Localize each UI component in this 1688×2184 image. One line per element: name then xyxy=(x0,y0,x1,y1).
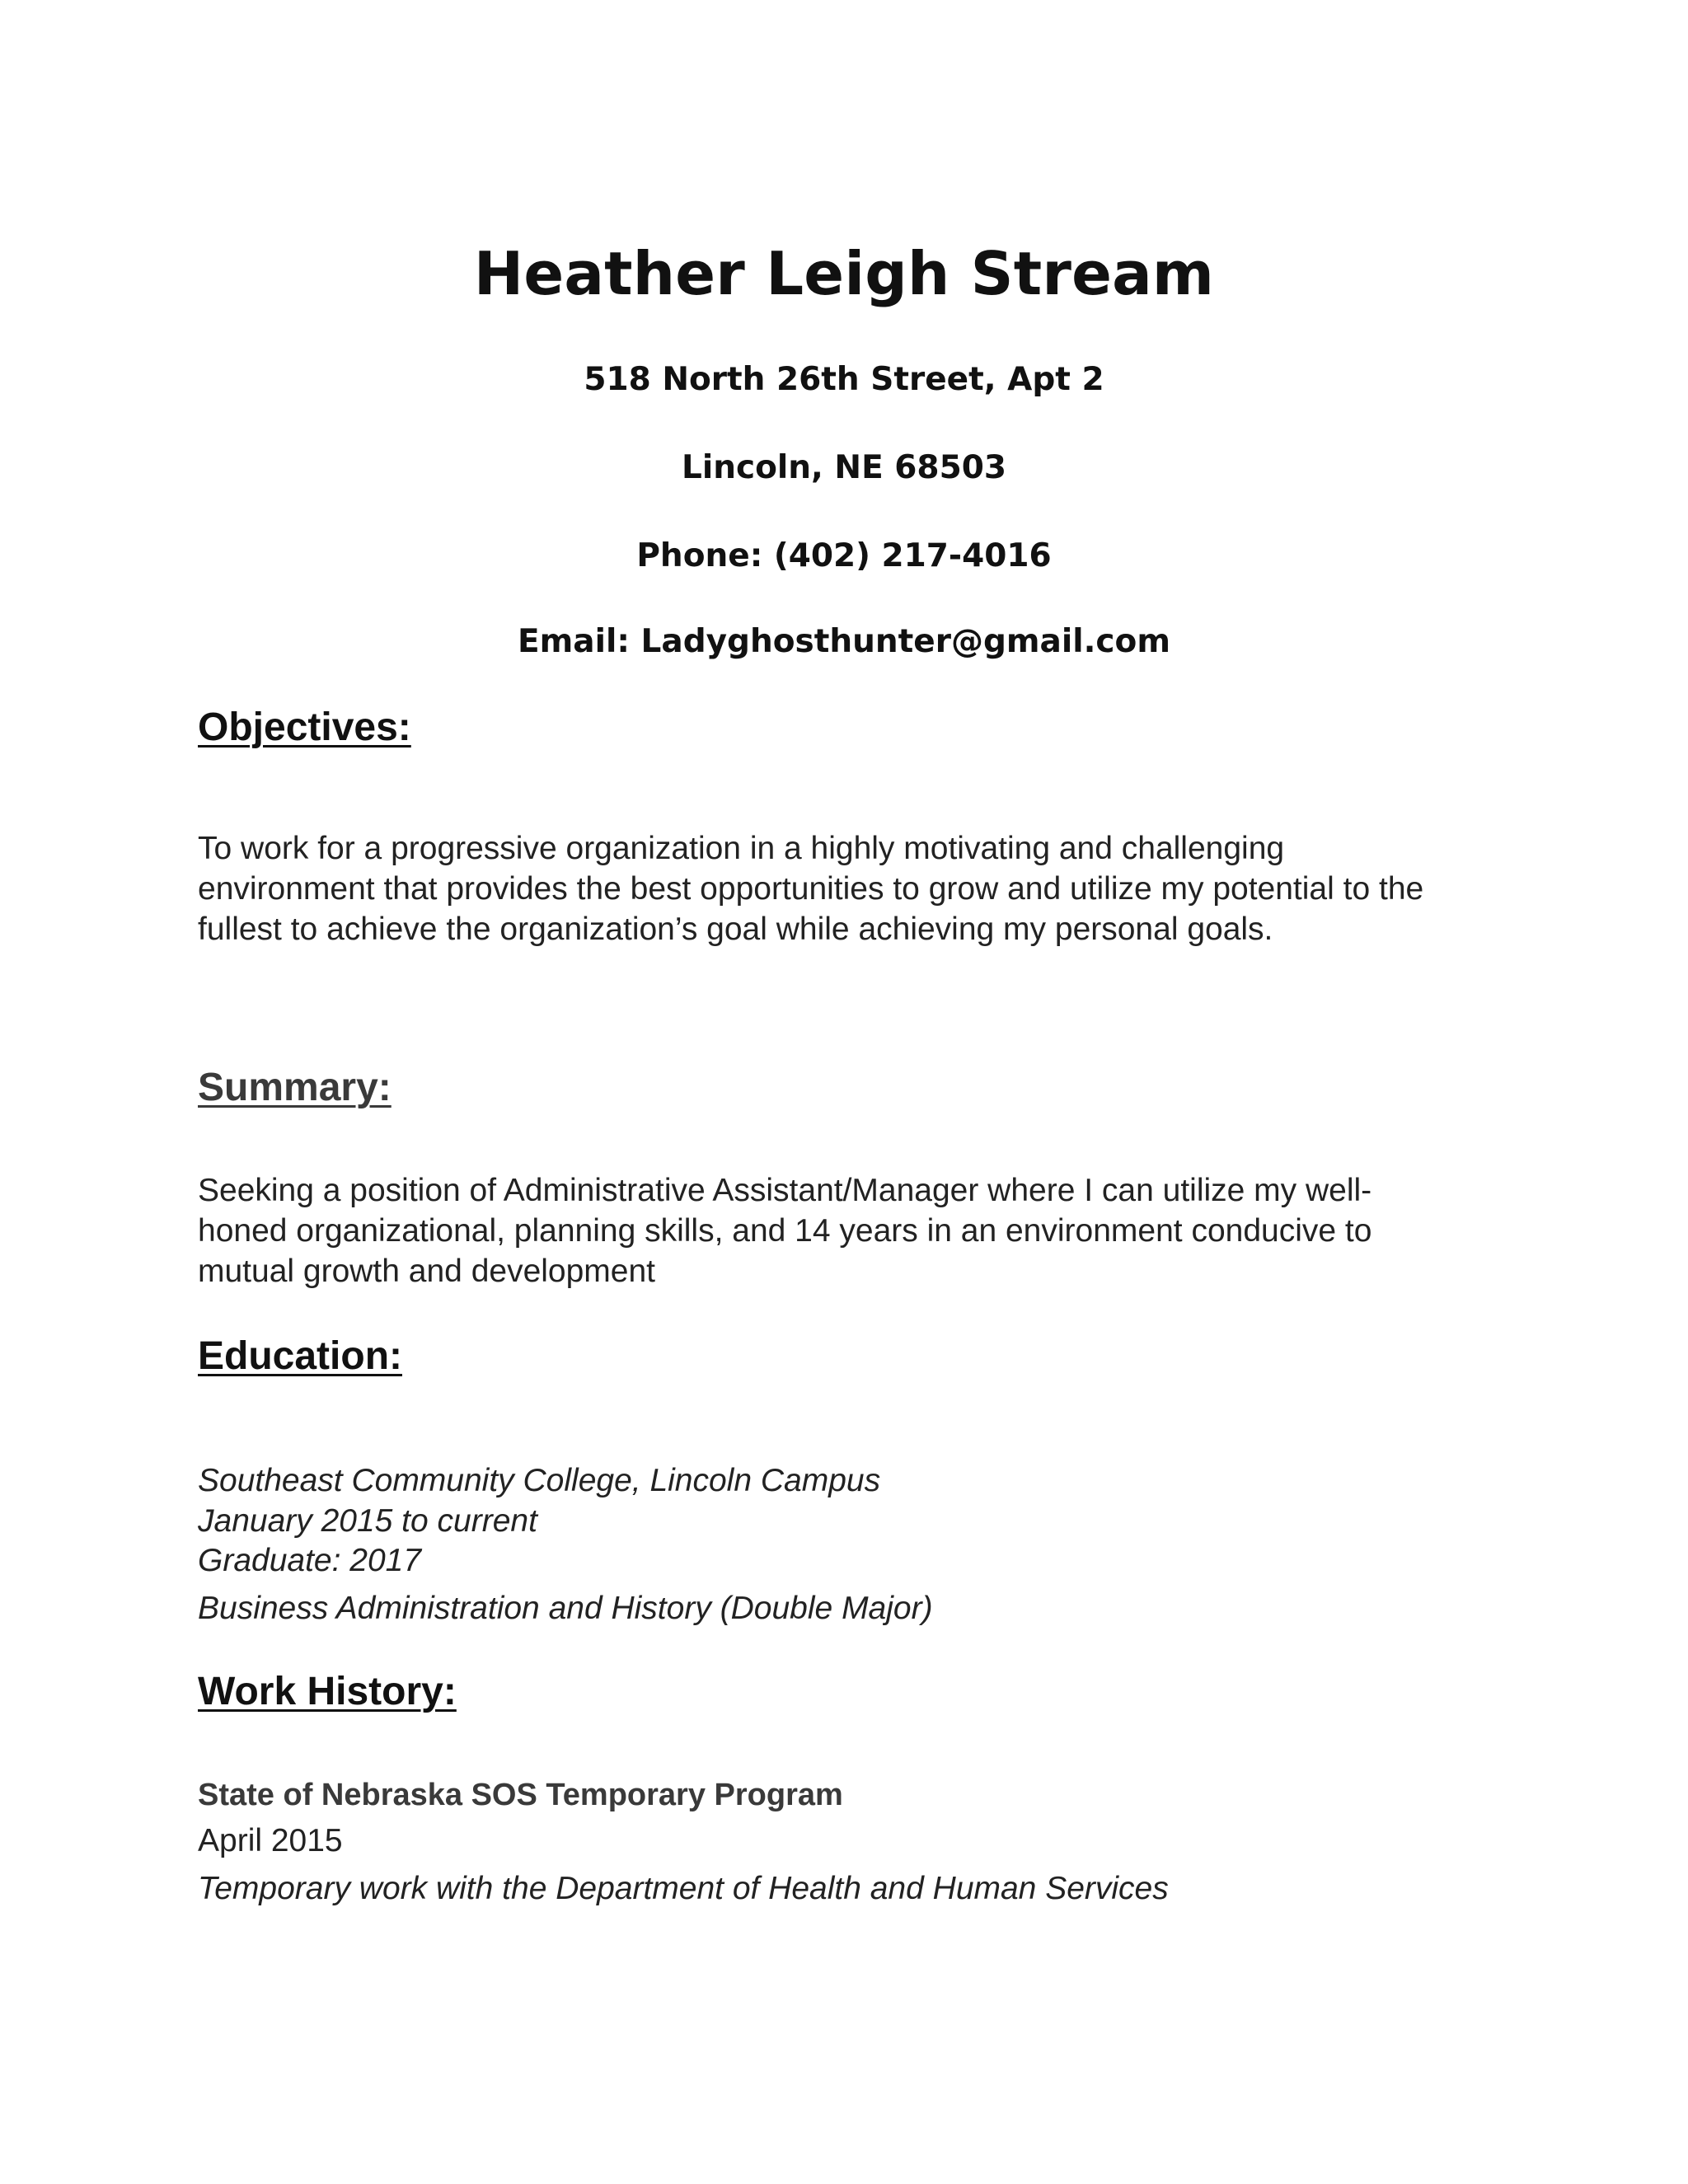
summary-heading: Summary: xyxy=(198,1066,392,1109)
summary-text: Seeking a position of Administrative Assistant/Manager where I can utilize my well-honed organizational, planning skills, and 14 years in an environment conducive to mutual growth and development xyxy=(198,1173,1372,1289)
education-graduate: Graduate: 2017 xyxy=(198,1543,422,1578)
job-description: Temporary work with the Department of Health and Human Services xyxy=(198,1871,1169,1906)
job-employer: State of Nebraska SOS Temporary Program xyxy=(198,1778,843,1812)
education-heading: Education: xyxy=(198,1334,402,1378)
objectives-text: To work for a progressive organization in a highly motivating and challenging environment that provides the best opportunities to grow and utilize my potential to the fullest to achieve the organization’s goal while achieving my personal goals. xyxy=(198,831,1424,947)
city-state-zip: Lincoln, NE 68503 xyxy=(682,449,1006,486)
education-program: Business Administration and History (Double Major) xyxy=(198,1591,933,1626)
education-school: Southeast Community College, Lincoln Campus xyxy=(198,1463,881,1498)
work-history-heading: Work History: xyxy=(198,1670,457,1713)
job-date: April 2015 xyxy=(198,1823,343,1858)
applicant-name: Heather Leigh Stream xyxy=(473,239,1215,308)
education-dates: January 2015 to current xyxy=(198,1503,537,1539)
objectives-heading: Objectives: xyxy=(198,705,411,749)
phone-number: Phone: (402) 217-4016 xyxy=(636,537,1052,574)
email-address: Email: Ladyghosthunter@gmail.com xyxy=(518,623,1170,660)
street-address: 518 North 26th Street, Apt 2 xyxy=(584,361,1104,398)
